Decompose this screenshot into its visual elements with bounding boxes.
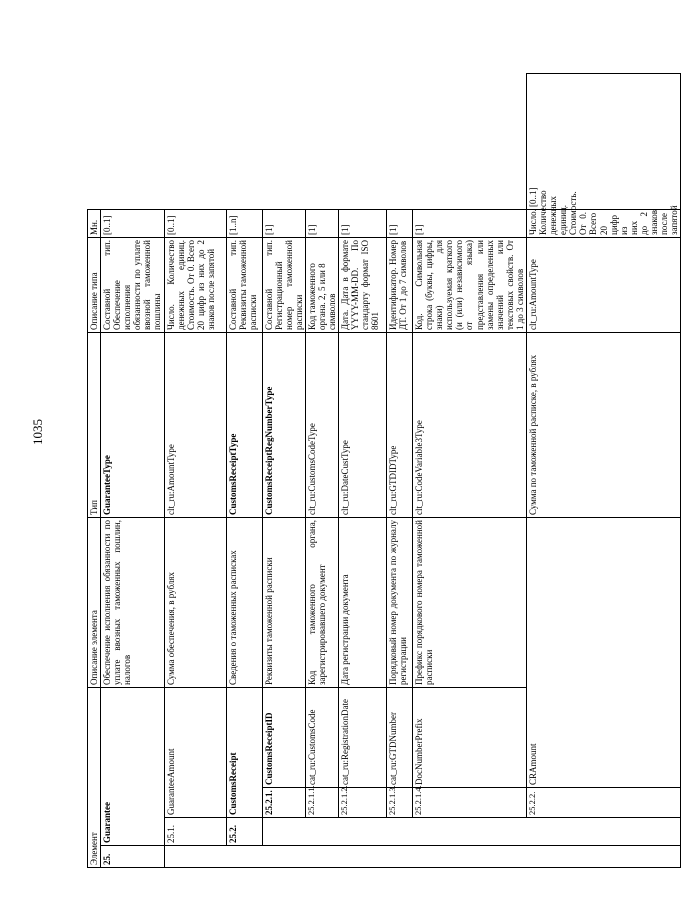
row-number: 25.2.1.3.: [387, 788, 413, 818]
multiplicity: [0..1]: [164, 210, 226, 238]
elements-table: [87, 73, 681, 868]
indent-cell: [262, 818, 681, 846]
element-name: DocNumberPrefix: [413, 688, 527, 788]
table-row: [101, 74, 164, 868]
table-row: [413, 74, 527, 868]
row-number: 25.1.: [164, 818, 226, 846]
element-name: cat_ru:RegistrationDate: [339, 688, 387, 788]
header-type: Тип: [88, 333, 101, 518]
element-desc: Код таможенного органа, зарегистрировавшего документ: [305, 518, 338, 688]
type-name: clt_ru:AmountType: [526, 238, 680, 333]
type-name: GuaranteeType: [101, 333, 164, 518]
type-desc: Идентификатор. Номер ДТ. От 1 до 7 символов: [387, 238, 413, 333]
type-desc: Дата. Дата в формате YYYY-MM-DD. По стандарту формат ISO 8601: [339, 238, 387, 333]
table-row: [387, 74, 413, 868]
type-name: CustomsReceiptType: [226, 333, 262, 518]
header-element-desc: Описание элемента: [88, 518, 101, 688]
multiplicity: [1]: [413, 210, 527, 238]
header-mn: Мн.: [88, 210, 101, 238]
table-row: [226, 74, 262, 868]
row-number: 25.: [101, 846, 164, 868]
type-desc: Составной тип. Регистрационный номер таможенной расписки: [262, 238, 305, 333]
rotated-page-content: [87, 73, 680, 868]
header-type-desc: Описание типа: [88, 238, 101, 333]
type-desc: Составной тип. Реквизиты таможенной расписки: [226, 238, 262, 333]
element-name: Guarantee: [101, 688, 164, 846]
table-row: [305, 74, 338, 868]
row-number: 25.2.1.4.: [413, 788, 527, 818]
element-name: cat_ru:GTDNumber: [387, 688, 413, 788]
type-name: clt_ru:DateCustType: [339, 333, 387, 518]
table-row: [526, 74, 680, 868]
element-name: cat_ru:CustomsCode: [305, 688, 338, 788]
table-header-row: [88, 74, 101, 868]
multiplicity: [1]: [339, 210, 387, 238]
element-name: CustomsReceipt: [226, 688, 262, 818]
multiplicity: [1..n]: [226, 210, 262, 238]
row-number: 25.2.2.: [526, 788, 680, 818]
type-desc: Составной тип. Обеспечение исполнения обязанности по уплате ввозной таможенной пошлины: [101, 238, 164, 333]
element-desc: Реквизиты таможенной расписки: [262, 518, 305, 688]
type-name: clt_ru:GTDIDType: [387, 333, 413, 518]
element-desc: Обеспечение исполнения обязанности по уплате ввозных таможенных пошлин, налогов: [101, 518, 164, 688]
page-number: 1035: [30, 419, 45, 445]
header-element: Элемент: [88, 688, 101, 868]
row-number: 25.2.1.: [262, 788, 305, 818]
multiplicity: [1]: [305, 210, 338, 238]
indent-cell: [164, 846, 681, 868]
type-name: clt_ru:AmountType: [164, 333, 226, 518]
type-desc: Код. Символьная строка (буквы, цифры, знаки) для используемая краткого (и (или) независимого от языка) представления или замены определенных значений или текстовых свойств. От 1 до 3 символов: [413, 238, 527, 333]
type-name: clt_ru:CustomsCodeType: [305, 333, 338, 518]
type-desc: Код таможенного органа. 2, 5 или 8 символов: [305, 238, 338, 333]
multiplicity: [1]: [387, 210, 413, 238]
row-number: 25.2.: [226, 818, 262, 846]
element-desc: Порядковый номер документа по журналу регистрации: [387, 518, 413, 688]
element-desc: Сумма по таможенной расписке, в рублях: [526, 333, 680, 518]
element-desc: Сумма обеспечения, в рублях: [164, 518, 226, 688]
table-row: [262, 74, 305, 868]
element-desc: Сведения о таможенных расписках: [226, 518, 262, 688]
multiplicity: [1]: [262, 210, 305, 238]
type-desc: Число. Количество денежных единиц. Стоимость. От 0. Всего 20 цифр из них до 2 знаков после запятой: [526, 210, 680, 238]
type-desc: Число. Количество денежных единиц. Стоимость. От 0. Всего 20 цифр из них до 2 знаков после запятой: [164, 238, 226, 333]
element-name: CustomsReceiptID: [262, 688, 305, 788]
type-name: clt_ru:CodeVariable3Type: [413, 333, 527, 518]
table-row: [164, 74, 226, 868]
multiplicity: [0..1]: [526, 74, 680, 210]
element-name: CRAmount: [526, 518, 680, 788]
multiplicity: [0..1]: [101, 210, 164, 238]
element-desc: Дата регистрации документа: [339, 518, 387, 688]
table-row: [339, 74, 387, 868]
element-name: GuaranteeAmount: [164, 688, 226, 818]
type-name: CustomsReceiptRegNumberType: [262, 333, 305, 518]
row-number: 25.2.1.1.: [305, 788, 338, 818]
element-desc: Префикс порядкового номера таможенной расписки: [413, 518, 527, 688]
row-number: 25.2.1.2.: [339, 788, 387, 818]
